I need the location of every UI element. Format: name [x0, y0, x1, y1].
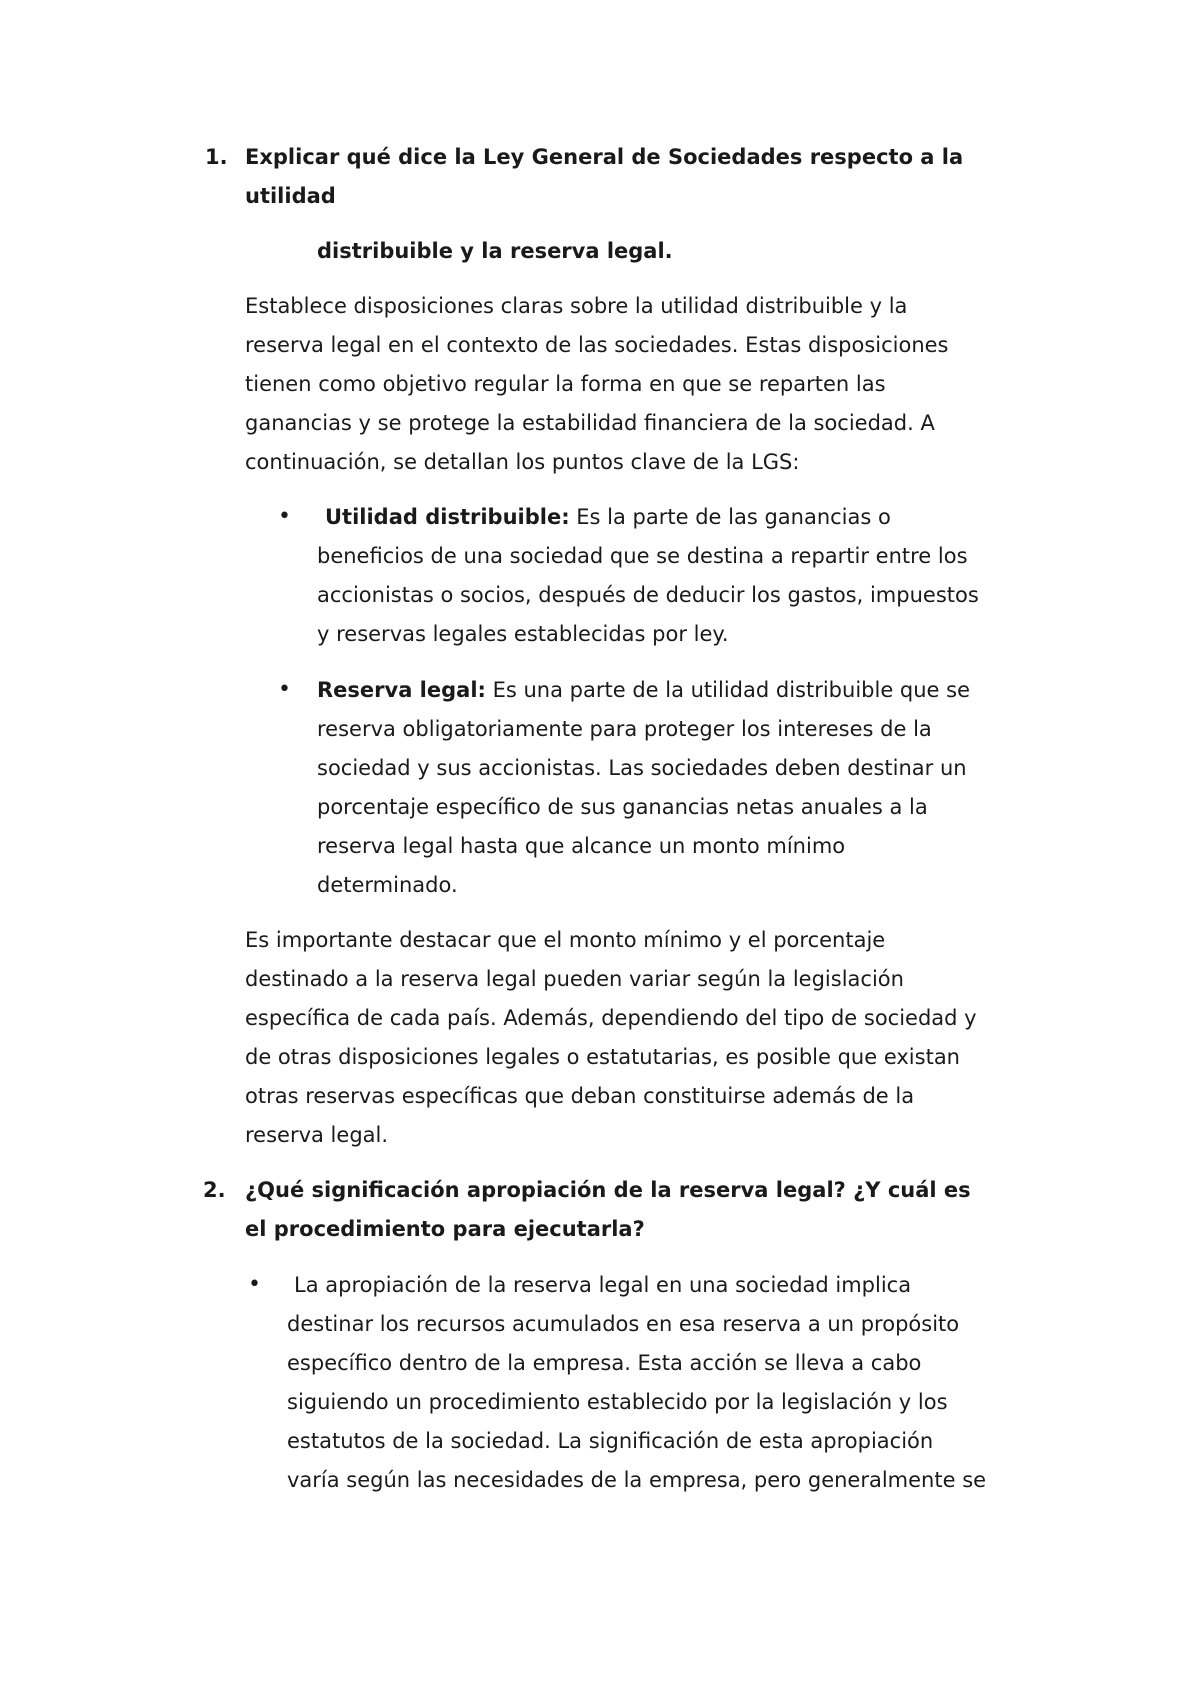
bullet-2-line-2: reserva obligatoriamente para proteger los intereses de la	[317, 717, 932, 741]
bullet-1-line-2: beneficios de una sociedad que se destina a repartir entre los	[317, 544, 968, 568]
bullet-1-first-line	[325, 498, 891, 537]
bullet-2-line-3: sociedad y sus accionistas. Las sociedades deben destinar un	[317, 756, 967, 780]
closing-line-6: reserva legal.	[245, 1123, 389, 1147]
bullet-2-line-5: reserva legal hasta que alcance un monto mínimo	[317, 834, 846, 858]
intro-line-3: tienen como objetivo regular la forma en que se reparten las	[245, 372, 886, 396]
section-2-number: 2.	[203, 1178, 226, 1202]
intro-line-2: reserva legal en el contexto de las sociedades. Estas disposiciones	[245, 333, 949, 357]
bullet-icon: •	[248, 1272, 261, 1297]
bullet-2-line-4: porcentaje específico de sus ganancias netas anuales a la	[317, 795, 928, 819]
bullet-2-first-line-rest: Es una parte de la utilidad distribuible que se	[485, 678, 971, 702]
bullet-1-line-3: accionistas o socios, después de deducir los gastos, impuestos	[317, 583, 979, 607]
section-2-bullet-line-5: estatutos de la sociedad. La significación de esta apropiación	[287, 1429, 934, 1453]
bullet-1-line-4: y reservas legales establecidas por ley.	[317, 622, 729, 646]
closing-line-5: otras reservas específicas que deban constituirse además de la	[245, 1084, 915, 1108]
closing-line-3: específica de cada país. Además, dependiendo del tipo de sociedad y	[245, 1006, 977, 1030]
section-2-bullet-line-1: La apropiación de la reserva legal en una sociedad implica	[294, 1273, 912, 1297]
intro-line-4: ganancias y se protege la estabilidad financiera de la sociedad. A	[245, 411, 935, 435]
section-2-bullet-line-2: destinar los recursos acumulados en esa reserva a un propósito	[287, 1312, 960, 1336]
section-2-bullet-line-3: específico dentro de la empresa. Esta acción se lleva a cabo	[287, 1351, 922, 1375]
closing-line-2: destinado a la reserva legal pueden variar según la legislación	[245, 967, 904, 991]
section-1-number: 1.	[205, 145, 228, 169]
section-2-bullet-line-4: siguiendo un procedimiento establecido por la legislación y los	[287, 1390, 948, 1414]
section-1-heading-line-2: utilidad	[245, 184, 336, 208]
bullet-2-first-line	[317, 671, 970, 710]
intro-line-5: continuación, se detallan los puntos clave de la LGS:	[245, 450, 800, 474]
bullet-icon: •	[278, 504, 291, 529]
section-2-heading-line-1: ¿Qué significación apropiación de la reserva legal? ¿Y cuál es	[245, 1178, 971, 1202]
bullet-1-first-line-rest: Es la parte de las ganancias o	[569, 505, 891, 529]
closing-line-1: Es importante destacar que el monto mínimo y el porcentaje	[245, 928, 886, 952]
section-2-bullet-line-6: varía según las necesidades de la empresa, pero generalmente se	[287, 1468, 987, 1492]
bullet-2-line-6: determinado.	[317, 873, 458, 897]
section-2-heading-line-2: el procedimiento para ejecutarla?	[245, 1217, 645, 1241]
closing-line-4: de otras disposiciones legales o estatutarias, es posible que existan	[245, 1045, 960, 1069]
section-1-heading-line-1: Explicar qué dice la Ley General de Sociedades respecto a la	[245, 145, 964, 169]
intro-line-1: Establece disposiciones claras sobre la utilidad distribuible y la	[245, 294, 908, 318]
section-1-heading-line-3: distribuible y la reserva legal.	[317, 239, 673, 263]
bullet-icon: •	[278, 677, 291, 702]
bullet-2-term: Reserva legal:	[317, 678, 486, 702]
bullet-1-term: Utilidad distribuible:	[325, 505, 570, 529]
